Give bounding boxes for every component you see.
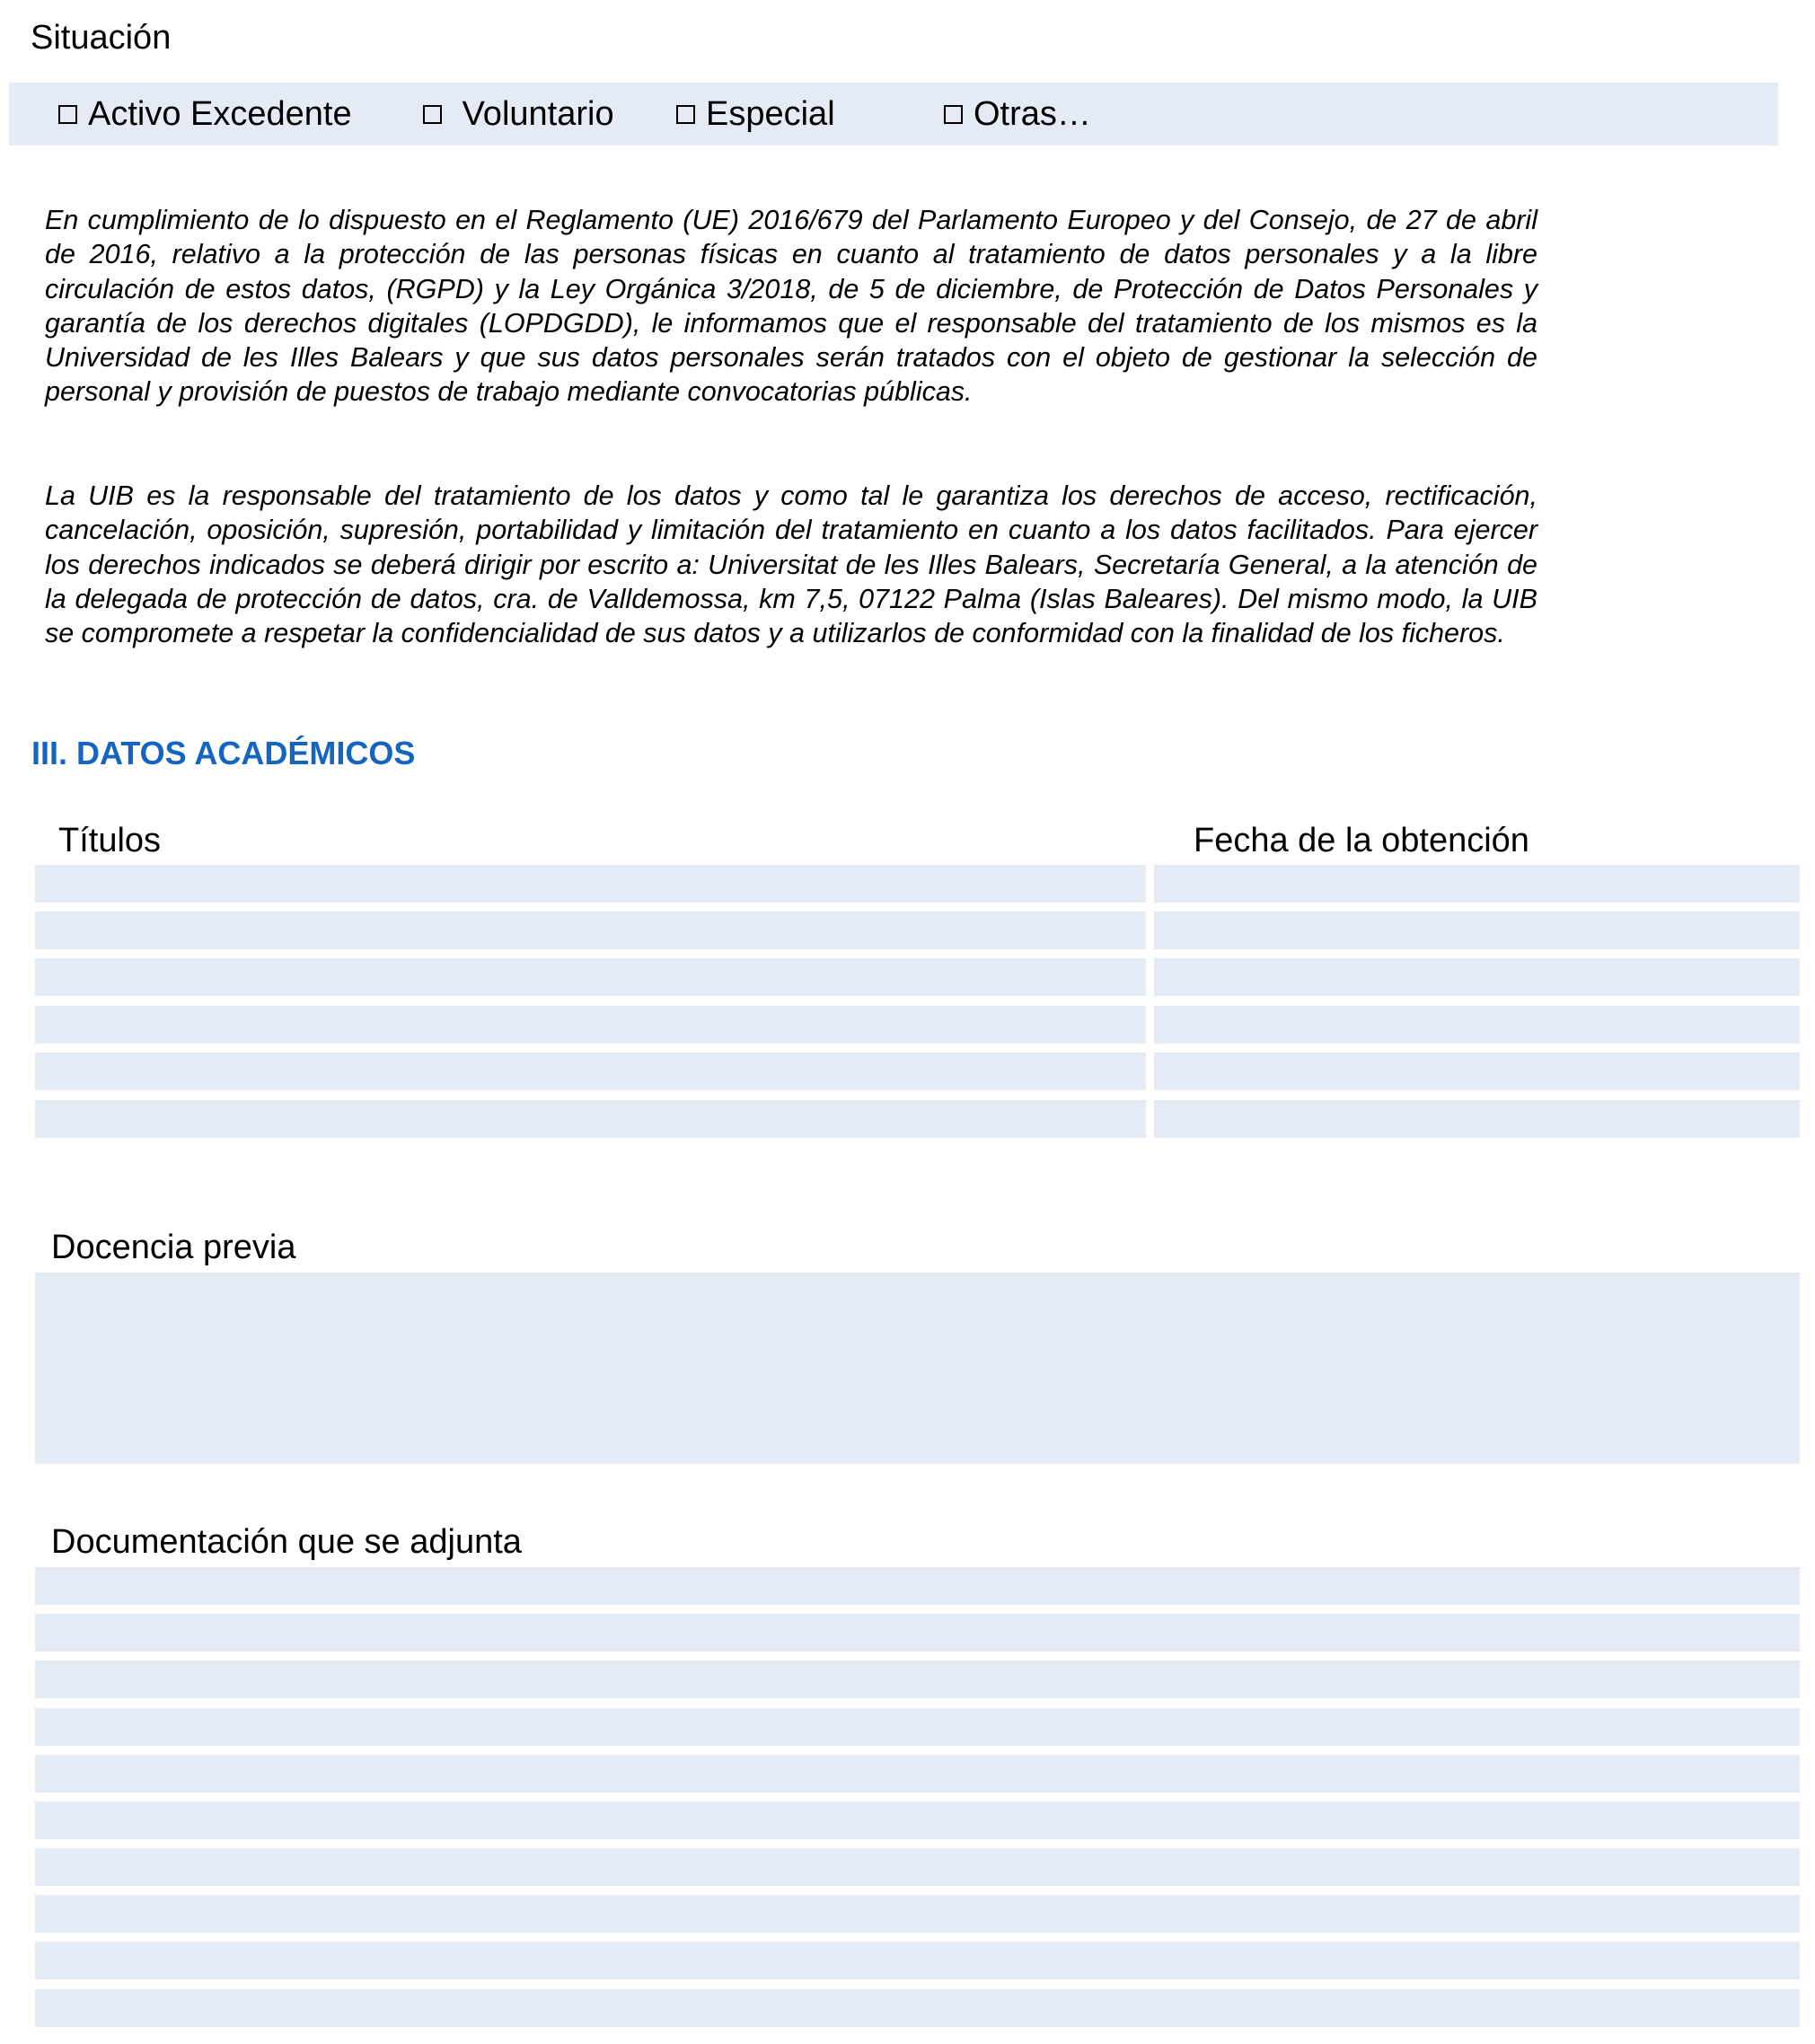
documentacion-input[interactable] — [35, 1989, 1800, 2027]
fecha-input[interactable] — [1154, 1006, 1800, 1044]
documentacion-input[interactable] — [35, 1708, 1800, 1746]
fecha-input[interactable] — [1154, 1053, 1800, 1090]
option-activo-excedente-label: Activo Excedente — [88, 95, 352, 133]
option-especial[interactable] — [676, 97, 835, 131]
documentacion-input[interactable] — [35, 1848, 1800, 1886]
titulo-input[interactable] — [35, 1100, 1146, 1138]
option-activo-excedente[interactable] — [58, 97, 352, 131]
titulo-input[interactable] — [35, 958, 1146, 996]
option-voluntario-label: Voluntario — [453, 95, 614, 133]
option-otras[interactable] — [944, 97, 1091, 131]
docencia-previa-textarea[interactable] — [35, 1273, 1800, 1464]
documentacion-input[interactable] — [35, 1614, 1800, 1652]
privacy-paragraph-2: La UIB es la responsable del tratamiento de los datos y como tal le garantiza los derechos de acceso, rectificación, cancelación, oposición, supresión, portabilidad y limitación del tratamiento en cuanto a los datos facilitados. Para ejercer los derechos indicados se deberá dirigir por escrito a: Universitat de les Illes Balears, Secretaría General, a la atención de la delegada de protección de datos, cra. de Valldemossa, km 7,5, 07122 Palma (Islas Baleares). Del mismo modo, la UIB se compromete a respetar la confidencialidad de sus datos y a utilizarlos de conformidad con la finalidad de los ficheros. — [45, 480, 1537, 649]
checkbox-voluntario[interactable] — [423, 105, 442, 124]
section-title-datos-academicos: III. DATOS ACADÉMICOS — [31, 735, 416, 771]
privacy-paragraph-1: En cumplimiento de lo dispuesto en el Reglamento (UE) 2016/679 del Parlamento Europeo y del Consejo, de 27 de abril de 2016, relativo a la protección de las personas físicas en cuanto al tratamiento de datos personales y a la libre circulación de estos datos, (RGPD) y la Ley Orgánica 3/2018, de 5 de diciembre, de Protección de Datos Personales y garantía de los derechos digitales (LOPDGDD), le informamos que el responsable del tratamiento de los mismos es la Universidad de les Illes Balears y que sus datos personales serán tratados con el objeto de gestionar la selección de personal y provisión de puestos de trabajo mediante convocatorias públicas. — [45, 205, 1537, 408]
titulo-input[interactable] — [35, 1053, 1146, 1090]
fecha-input[interactable] — [1154, 958, 1800, 996]
option-voluntario[interactable] — [423, 97, 614, 131]
option-otras-label: Otras… — [974, 95, 1091, 133]
titulo-input[interactable] — [35, 912, 1146, 949]
checkbox-especial[interactable] — [676, 105, 695, 124]
titulo-input[interactable] — [35, 865, 1146, 903]
docencia-previa-label: Docencia previa — [51, 1229, 296, 1266]
column-header-fecha: Fecha de la obtención — [1194, 822, 1529, 859]
documentacion-input[interactable] — [35, 1567, 1800, 1605]
situacion-label: Situación — [31, 19, 172, 57]
documentacion-input[interactable] — [35, 1802, 1800, 1839]
situacion-options-bar — [9, 83, 1778, 145]
documentacion-input[interactable] — [35, 1942, 1800, 1979]
fecha-input[interactable] — [1154, 865, 1800, 903]
fecha-input[interactable] — [1154, 1100, 1800, 1138]
titulo-input[interactable] — [35, 1006, 1146, 1044]
checkbox-activo-excedente[interactable] — [58, 105, 77, 124]
documentacion-input[interactable] — [35, 1895, 1800, 1933]
documentacion-input[interactable] — [35, 1755, 1800, 1793]
documentacion-label: Documentación que se adjunta — [51, 1523, 522, 1561]
fecha-input[interactable] — [1154, 912, 1800, 949]
checkbox-otras[interactable] — [944, 105, 963, 124]
column-header-titulos: Títulos — [58, 822, 162, 859]
documentacion-input[interactable] — [35, 1661, 1800, 1698]
option-especial-label: Especial — [706, 95, 835, 133]
